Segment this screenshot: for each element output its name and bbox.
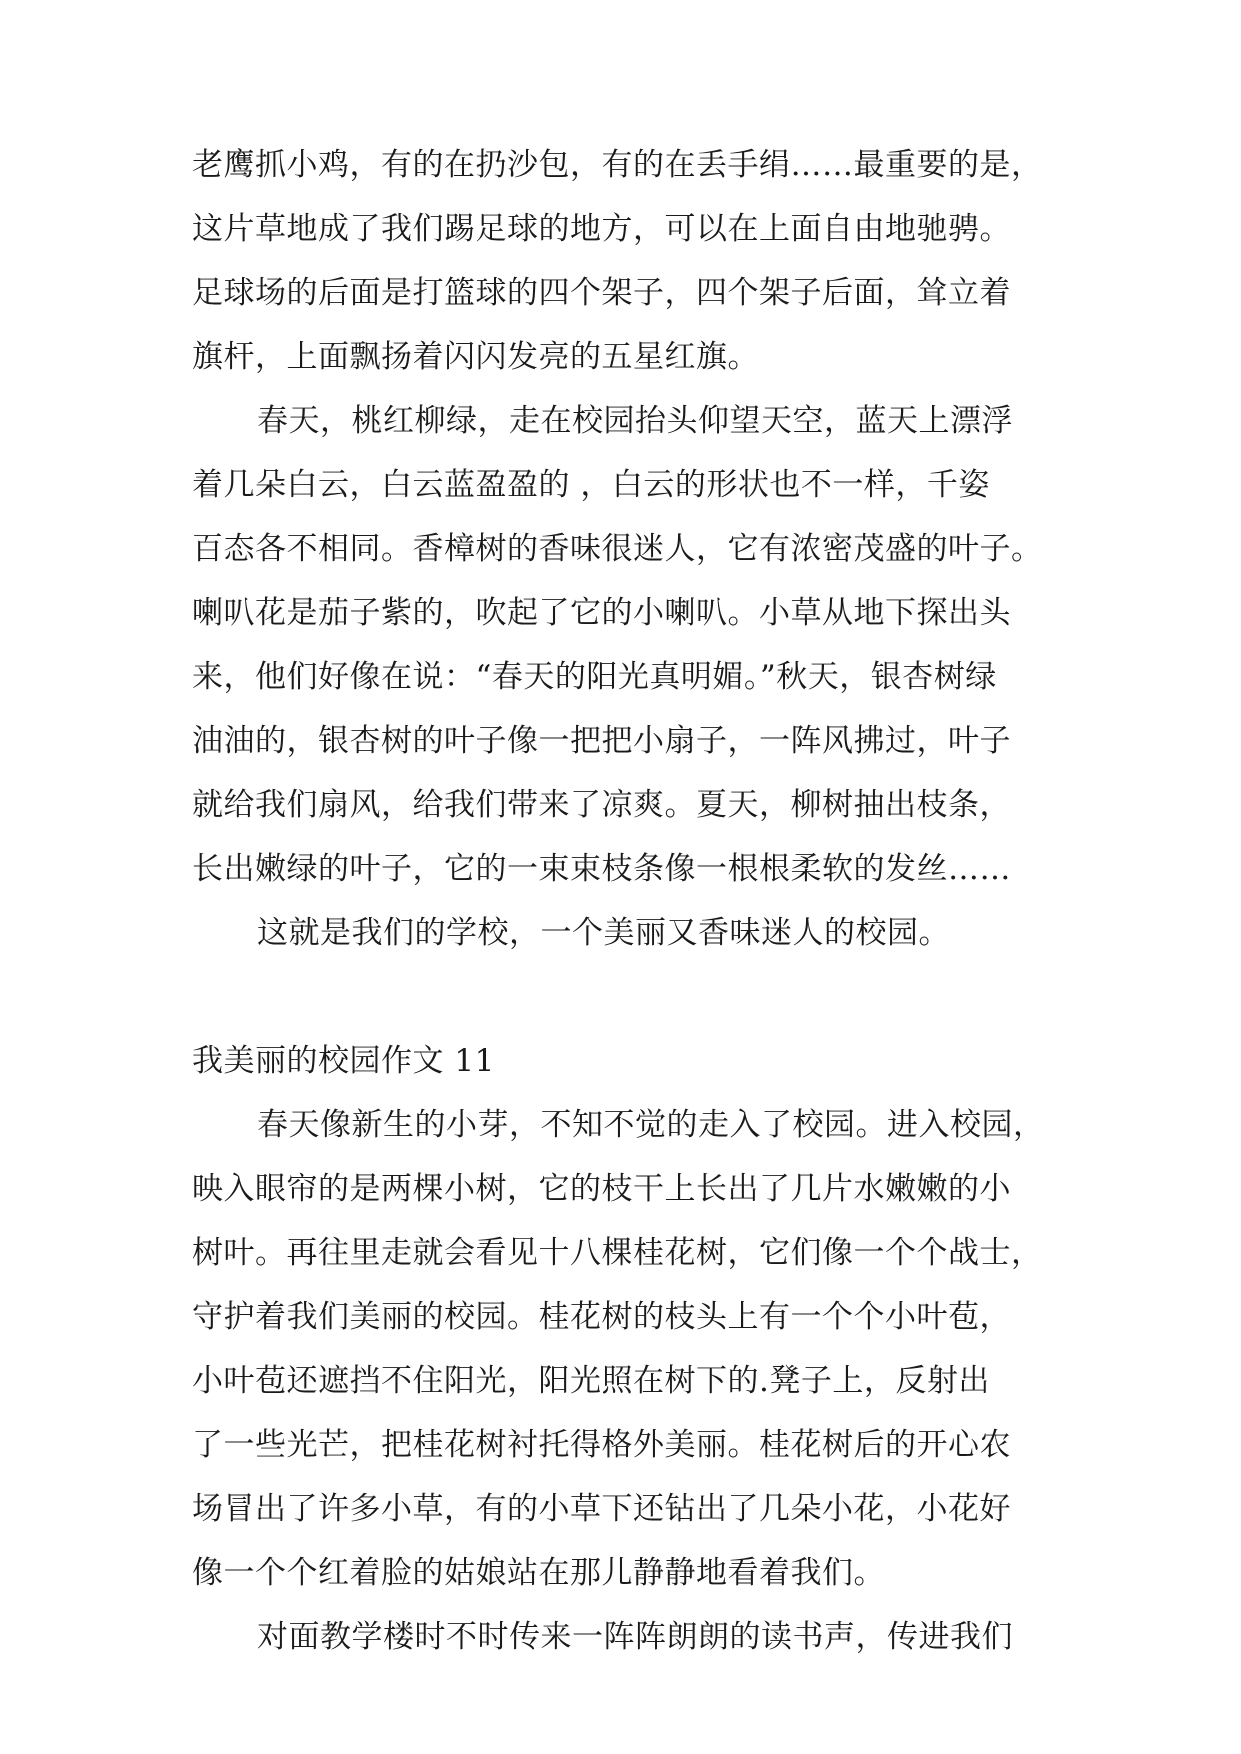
text-line: 春天，桃红柳绿，走在校园抬头仰望天空，蓝天上漂浮 bbox=[257, 403, 1013, 439]
text-line: 足球场的后面是打篮球的四个架子，四个架子后面，耸立着 bbox=[192, 275, 1011, 311]
text-line: 就给我们扇风，给我们带来了凉爽。夏天，柳树抽出枝条， bbox=[192, 787, 1011, 823]
text-line: 了一些光芒，把桂花树衬托得格外美丽。桂花树后的开心农 bbox=[192, 1427, 1011, 1463]
text-line: 喇叭花是茄子紫的，吹起了它的小喇叭。小草从地下探出头 bbox=[192, 595, 1011, 631]
text-line: 小叶苞还遮挡不住阳光，阳光照在树下的.凳子上，反射出 bbox=[192, 1363, 990, 1399]
section-heading: 我美丽的校园作文 11 bbox=[192, 1043, 495, 1079]
text-line: 长出嫩绿的叶子，它的一束束枝条像一根根柔软的发丝…… bbox=[192, 851, 1011, 887]
text-line: 守护着我们美丽的校园。桂花树的枝头上有一个个小叶苞， bbox=[192, 1299, 1011, 1335]
text-line: 映入眼帘的是两棵小树，它的枝干上长出了几片水嫩嫩的小 bbox=[192, 1171, 1011, 1207]
text-line: 着几朵白云，白云蓝盈盈的 ，白云的形状也不一样，千姿 bbox=[192, 467, 990, 503]
text-line: 百态各不相同。香樟树的香味很迷人，它有浓密茂盛的叶子。 bbox=[192, 531, 1043, 567]
text-line: 树叶。再往里走就会看见十八棵桂花树，它们像一个个战士， bbox=[192, 1235, 1043, 1271]
text-line: 像一个个红着脸的姑娘站在那儿静静地看着我们。 bbox=[192, 1555, 885, 1591]
text-line: 这就是我们的学校，一个美丽又香味迷人的校园。 bbox=[257, 915, 950, 951]
text-line: 老鹰抓小鸡，有的在扔沙包，有的在丢手绢……最重要的是， bbox=[192, 147, 1043, 183]
text-line: 来，他们好像在说：“春天的阳光真明媚。”秋天，银杏树绿 bbox=[192, 659, 997, 695]
text-line: 春天像新生的小芽，不知不觉的走入了校园。进入校园， bbox=[257, 1107, 1045, 1143]
text-line: 旗杆，上面飘扬着闪闪发亮的五星红旗。 bbox=[192, 339, 759, 375]
text-line: 场冒出了许多小草，有的小草下还钻出了几朵小花，小花好 bbox=[192, 1491, 1011, 1527]
text-line: 这片草地成了我们踢足球的地方，可以在上面自由地驰骋。 bbox=[192, 211, 1011, 247]
text-line: 油油的，银杏树的叶子像一把把小扇子，一阵风拂过，叶子 bbox=[192, 723, 1011, 759]
text-line: 对面教学楼时不时传来一阵阵朗朗的读书声，传进我们 bbox=[257, 1619, 1013, 1655]
